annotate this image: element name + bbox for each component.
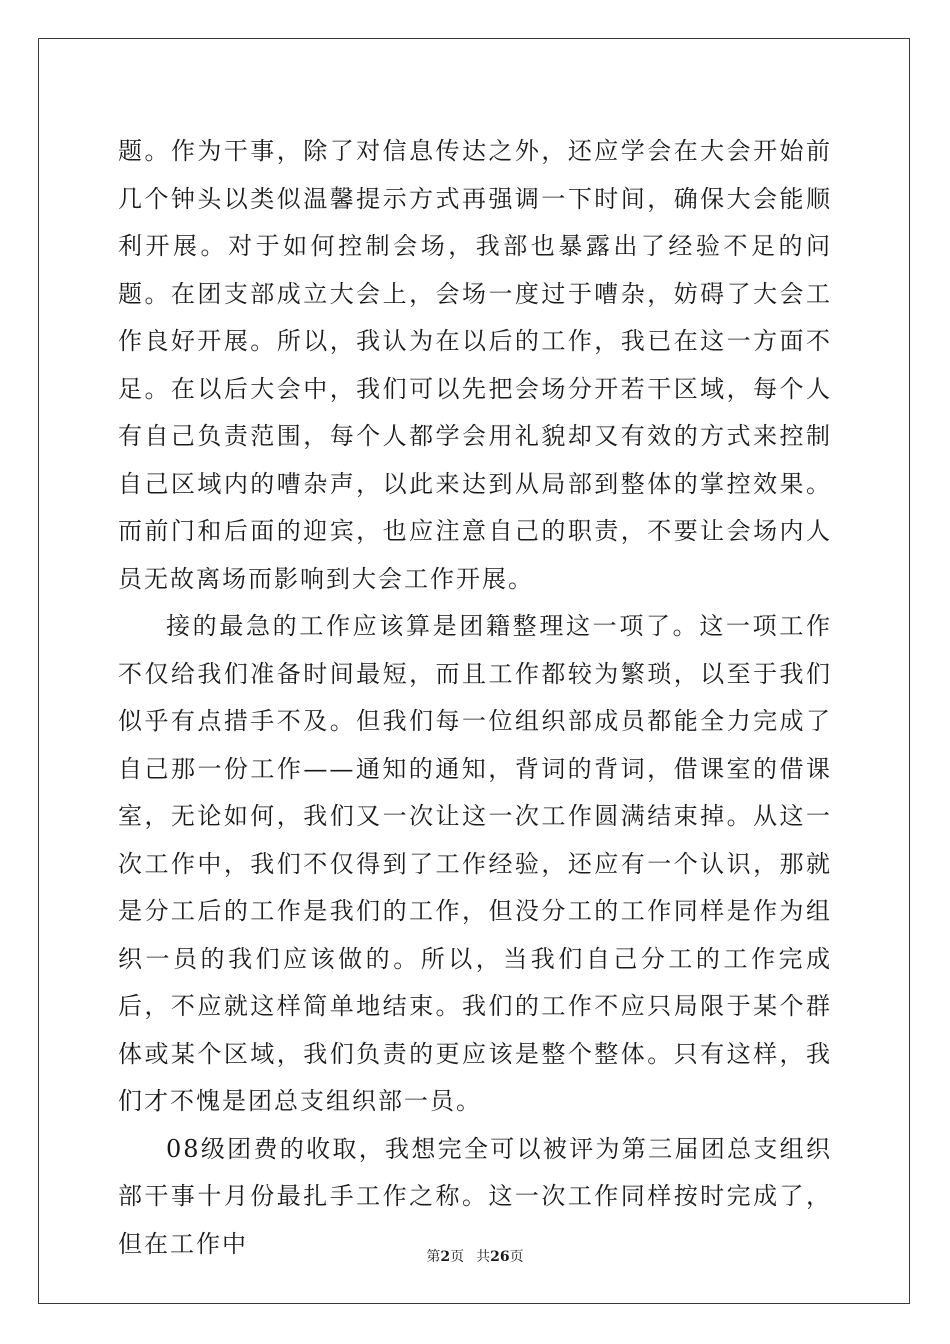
page-number: 2 (440, 1249, 451, 1265)
page-prefix: 第 (426, 1249, 441, 1265)
total-suffix: 页 (509, 1249, 524, 1265)
paragraph-2: 接的最急的工作应该算是团籍整理这一项了。这一项工作不仅给我们准备时间最短，而且工作都较为繁琐，以至于我们似乎有点措手不及。但我们每一位组织部成员都能全力完成了自己那一份工作——通知的通知，背词的背词，借课室的借课室，无论如何，我们又一次让这一次工作圆满结束掉。从这一次工作中，我们不仅得到了工作经验，还应有一个认识，那就是分工后的工作是我们的工作，但没分工的工作同样是作为组织一员的我们应该做的。所以，当我们自己分工的工作完成后，不应就这样简单地结束。我们的工作不应只局限于某个群体或某个区域，我们负责的更应该是整个整体。只有这样，我们才不愧是团总支组织部一员。 (118, 612, 832, 1115)
document-body (118, 128, 832, 1268)
paragraph-1: 题。作为干事，除了对信息传达之外，还应学会在大会开始前几个钟头以类似温馨提示方式再强调一下时间，确保大会能顺利开展。对于如何控制会场，我部也暴露出了经验不足的问题。在团支部成立大会上，会场一度过于嘈杂，妨碍了大会工作良好开展。所以，我认为在以后的工作，我已在这一方面不足。在以后大会中，我们可以先把会场分开若干区域，每个人有自己负责范围，每个人都学会用礼貌却又有效的方式来控制自己区域内的嘈杂声，以此来达到从局部到整体的掌控效果。而前门和后面的迎宾，也应注意自己的职责，不要让会场内人员无故离场而影响到大会工作开展。 (118, 137, 832, 593)
page-footer (0, 1246, 950, 1266)
paragraph-3: 08级团费的收取，我想完全可以被评为第三届团总支组织部干事十月份最扎手工作之称。这一次工作同样按时完成了，但在工作中 (118, 1134, 832, 1258)
total-pages: 26 (490, 1249, 510, 1265)
page-suffix: 页 (450, 1249, 465, 1265)
total-prefix: 共 (476, 1249, 491, 1265)
